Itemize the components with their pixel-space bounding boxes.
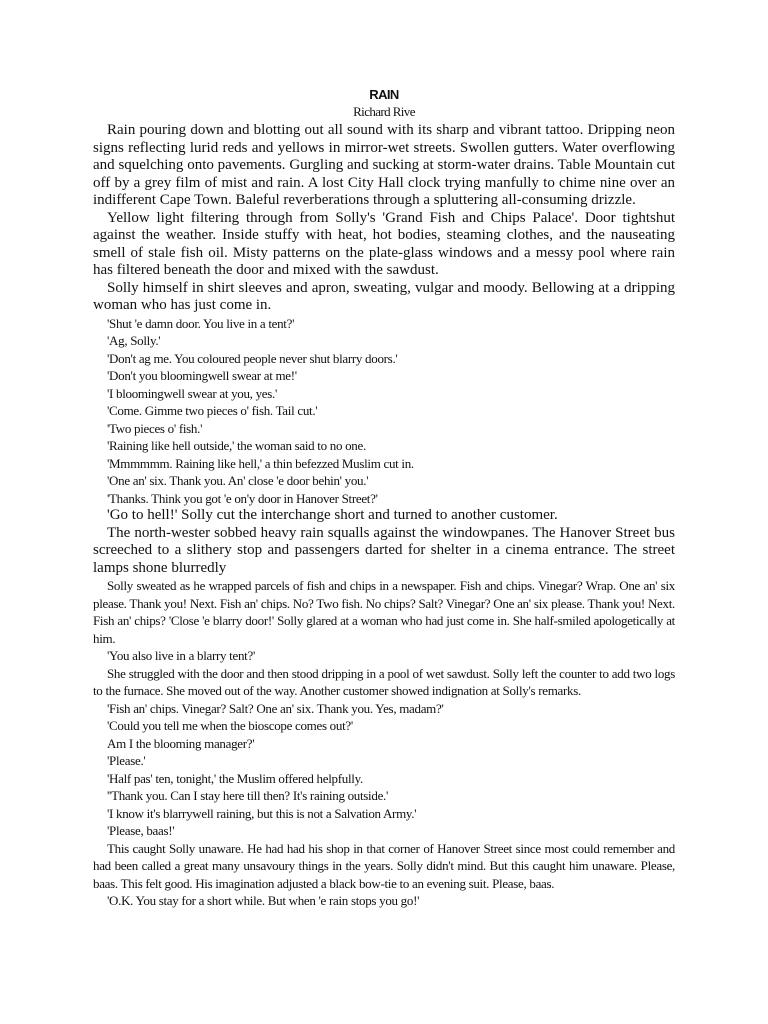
paragraph: 'Go to hell!' Solly cut the interchange short and turned to another customer. xyxy=(107,507,558,523)
paragraph: She struggled with the door and then stood dripping in a pool of wet sawdust. Solly left the counter to add two logs to the furnace. She moved out of the way. Another customer showed indignation at Solly's remarks. xyxy=(93,665,675,698)
dialogue-line: 'I bloomingwell swear at you, yes.' xyxy=(107,385,278,401)
dialogue-line: 'Could you tell me when the bioscope comes out?' xyxy=(107,718,353,733)
dialogue-line: 'Two pieces o' fish.' xyxy=(107,420,203,436)
dialogue-line: 'You also live in a blarry tent?' xyxy=(107,648,255,663)
dialogue-line: 'Half pas' ten, tonight,' the Muslim offered helpfully. xyxy=(107,770,363,786)
paragraph: Solly sweated as he wrapped parcels of fish and chips in a newspaper. Fish and chips. Vinegar? Wrap. One an' six please. Thank you! Next. Fish an' chips. No? Two fish. No chips? Salt? Vinegar? One an' six please. Thank you! Next. Fish an' chips? 'Close 'e blarry door!' Solly glared at a woman who had just come in. She half-smiled apologetically at him. xyxy=(93,578,675,646)
dialogue-line: 'Thanks. Think you got 'e on'y door in Hanover Street?' xyxy=(107,490,378,506)
dialogue-line: Am I the blooming manager?' xyxy=(107,735,255,751)
dialogue-line: 'Fish an' chips. Vinegar? Salt? One an' six. Thank you. Yes, madam?' xyxy=(107,700,444,716)
dialogue-line: 'Don't you bloomingwell swear at me!' xyxy=(107,368,297,383)
dialogue-line: 'Mmmmmm. Raining like hell,' a thin befezzed Muslim cut in. xyxy=(107,455,414,471)
dialogue-line: 'Please, baas!' xyxy=(107,823,175,838)
story-body xyxy=(93,122,675,910)
dialogue-line: ''Thank you. Can I stay here till then? It's raining outside.' xyxy=(107,788,389,803)
dialogue-line: 'One an' six. Thank you. An' close 'e door behin' you.' xyxy=(107,473,369,488)
dialogue-line: 'Come. Gimme two pieces o' fish. Tail cut.' xyxy=(107,403,318,418)
dialogue-line: 'Don't ag me. You coloured people never shut blarry doors.' xyxy=(107,350,398,366)
story-title: RAIN xyxy=(369,87,399,102)
story-author: Richard Rive xyxy=(353,104,415,119)
dialogue-line: 'I know it's blarrywell raining, but this is not a Salvation Army.' xyxy=(107,805,417,821)
paragraph: Yellow light filtering through from Solly's 'Grand Fish and Chips Palace'. Door tightshut against the weather. Inside stuffy with heat, hot bodies, steaming clothes, and the nauseating smell of stale fish oil. Misty patterns on the plate-glass windows and a messy pool where rain has filtered beneath the door and mixed with the sawdust. xyxy=(93,209,675,278)
paragraph: Rain pouring down and blotting out all sound with its sharp and vibrant tattoo. Dripping neon signs reflecting lurid reds and yellows in mirror-wet streets. Swollen gutters. Water overflowing and squelching onto pavements. Gurgling and sucking at storm-water drains. Table Mountain cut off by a grey film of mist and rain. A lost City Hall clock trying manfully to chime nine over an indifferent Cape Town. Baleful reverberations through a spluttering all-consuming drizzle. xyxy=(93,122,675,208)
paragraph: The north-wester sobbed heavy rain squalls against the windowpanes. The Hanover Street bus screeched to a slithery stop and passengers darted for shelter in a cinema entrance. The street lamps shone blurredly xyxy=(93,524,675,576)
dialogue-line: 'Please.' xyxy=(107,753,146,768)
dialogue-line: 'Ag, Solly.' xyxy=(107,333,161,348)
dialogue-line: 'Raining like hell outside,' the woman said to no one. xyxy=(107,438,366,453)
dialogue-line: 'Shut 'e damn door. You live in a tent?' xyxy=(107,315,295,331)
paragraph: Solly himself in shirt sleeves and apron, sweating, vulgar and moody. Bellowing at a dripping woman who has just come in. xyxy=(93,279,675,313)
dialogue-line: 'O.K. You stay for a short while. But when 'e rain stops you go!' xyxy=(107,893,420,908)
paragraph: This caught Solly unaware. He had had his shop in that corner of Hanover Street since most could remember and had been called a great many unsavoury things in the years. Solly didn't mind. But this caught him unaware. Please, baas. This felt good. His imagination adjusted a black bow-tie to an evening suit. Please, baas. xyxy=(93,840,675,891)
